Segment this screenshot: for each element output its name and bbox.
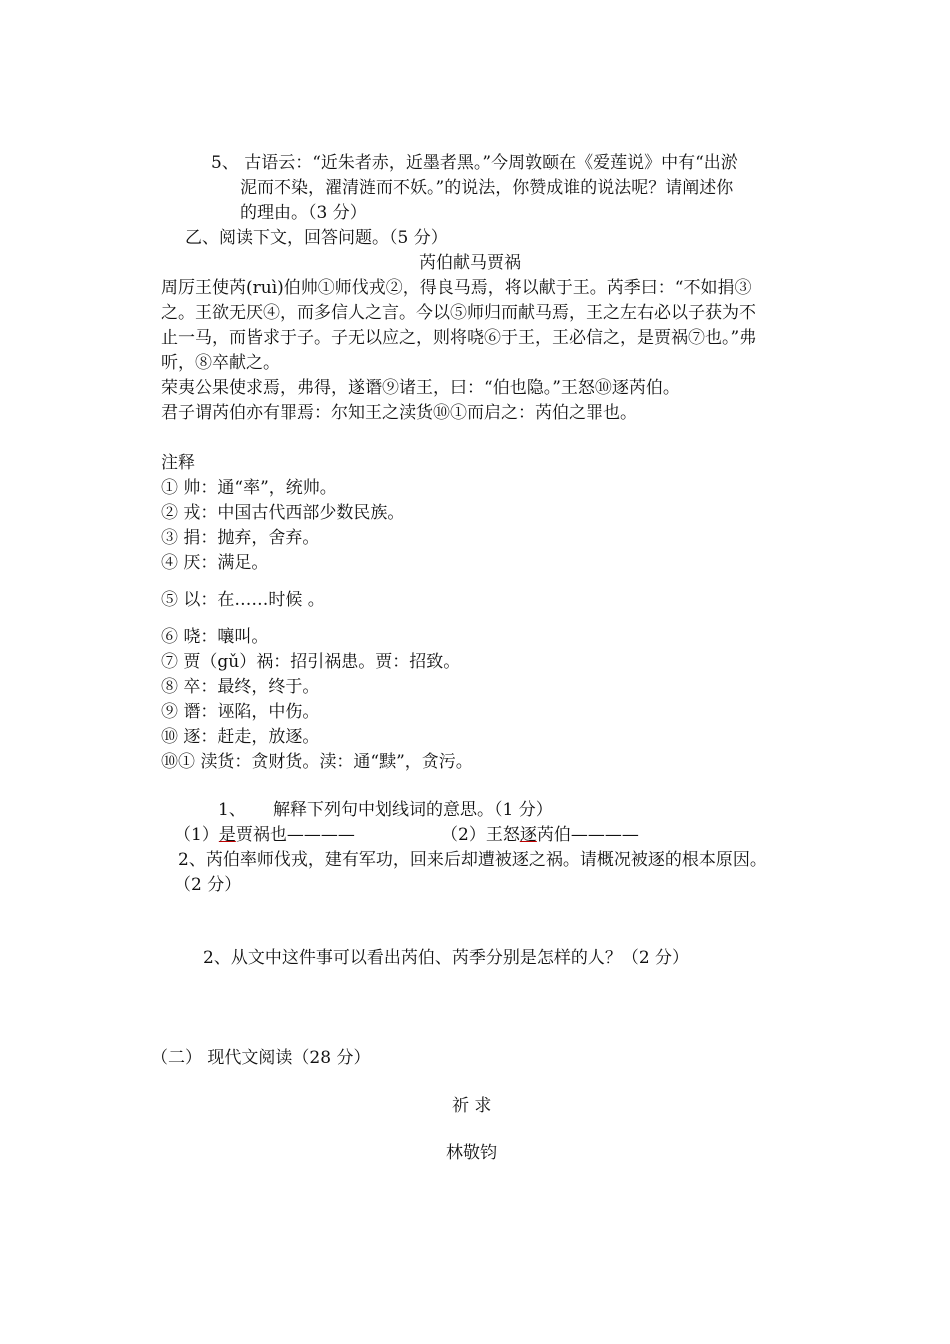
- passage-title: 芮伯献马贾祸: [419, 253, 521, 273]
- note-item: ⑥ 哓：嚷叫。: [161, 627, 269, 647]
- section-b-heading: 乙、阅读下文，回答问题。（5 分）: [185, 228, 448, 248]
- notes-heading: 注释: [161, 453, 195, 473]
- q2-line-2: （2 分）: [174, 875, 242, 895]
- note-item: ① 帅：通“率”，统帅。: [161, 478, 337, 498]
- article-author: 林敬钧: [446, 1143, 497, 1163]
- passage-line: 君子谓芮伯亦有罪焉：尔知王之渎货⑩①而启之：芮伯之罪也。: [161, 403, 637, 423]
- q5-line-1: 5、 古语云：“近朱者赤，近墨者黑。”今周敦颐在《爱莲说》中有“出淤: [211, 153, 738, 173]
- q1-sub-b-underlined: 逐: [519, 825, 537, 845]
- note-item: ② 戎：中国古代西部少数民族。: [161, 503, 405, 523]
- q1-sub-b-suffix: 芮伯————: [536, 825, 639, 845]
- q5-line-2: 泥而不染，濯清涟而不妖。”的说法，你赞成谁的说法呢？请阐述你: [240, 178, 734, 198]
- modern-heading: （二） 现代文阅读（28 分）: [151, 1048, 371, 1068]
- note-item: ⑦ 贾（gǔ）祸：招引祸患。贾：招致。: [161, 652, 461, 672]
- passage-line: 之。王欲无厌④，而多信人之言。今以⑤师归而献马焉，王之左右必以子获为不: [161, 303, 756, 323]
- q1-sub-a-underlined: 是: [218, 825, 236, 845]
- article-title: 祈 求: [452, 1096, 492, 1116]
- q1-sub-a-suffix: 贾祸也————: [235, 825, 355, 845]
- note-item: ⑩ 逐：赶走，放逐。: [161, 727, 320, 747]
- note-item: ⑧ 卒：最终，终于。: [161, 677, 320, 697]
- passage-line: 荣夷公果使求焉，弗得，遂谮⑨诸王，曰：“伯也隐。”王怒⑩逐芮伯。: [161, 378, 680, 398]
- q1-sub-a-prefix: （1）: [174, 825, 219, 845]
- q1-sub-b-prefix: （2）王怒: [441, 825, 520, 845]
- q1-sub-a: [174, 823, 355, 847]
- passage-line: 周厉王使芮(ruì)伯帅①师伐戎②，得良马焉，将以献于王。芮季曰：“不如捐③: [161, 278, 752, 298]
- q2-line-1: 2、芮伯率师伐戎，建有军功，回来后却遭被逐之祸。请概况被逐的根本原因。: [178, 850, 767, 870]
- note-item: ⑨ 谮：诬陷，中伤。: [161, 702, 320, 722]
- q5-line-3: 的理由。（3 分）: [240, 203, 367, 223]
- passage-line: 听，⑧卒献之。: [161, 353, 280, 373]
- note-item: ⑩① 渎货：贪财货。渎：通“黩”，贪污。: [161, 752, 473, 772]
- note-item: ③ 捐：抛弃，舍弃。: [161, 528, 320, 548]
- note-item: ④ 厌：满足。: [161, 553, 269, 573]
- passage-line: 止一马，而皆求于子。子无以应之，则将哓⑥于王，王必信之，是贾祸⑦也。”弗: [161, 328, 757, 348]
- q3-text: 2、从文中这件事可以看出芮伯、芮季分别是怎样的人？（2 分）: [203, 948, 690, 968]
- note-item: ⑤ 以：在……时候 。: [161, 590, 325, 610]
- q1-sub-b: [441, 823, 639, 847]
- q1-number: 1、: [218, 800, 246, 820]
- q1-text: 解释下列句中划线词的意思。（1 分）: [273, 800, 553, 820]
